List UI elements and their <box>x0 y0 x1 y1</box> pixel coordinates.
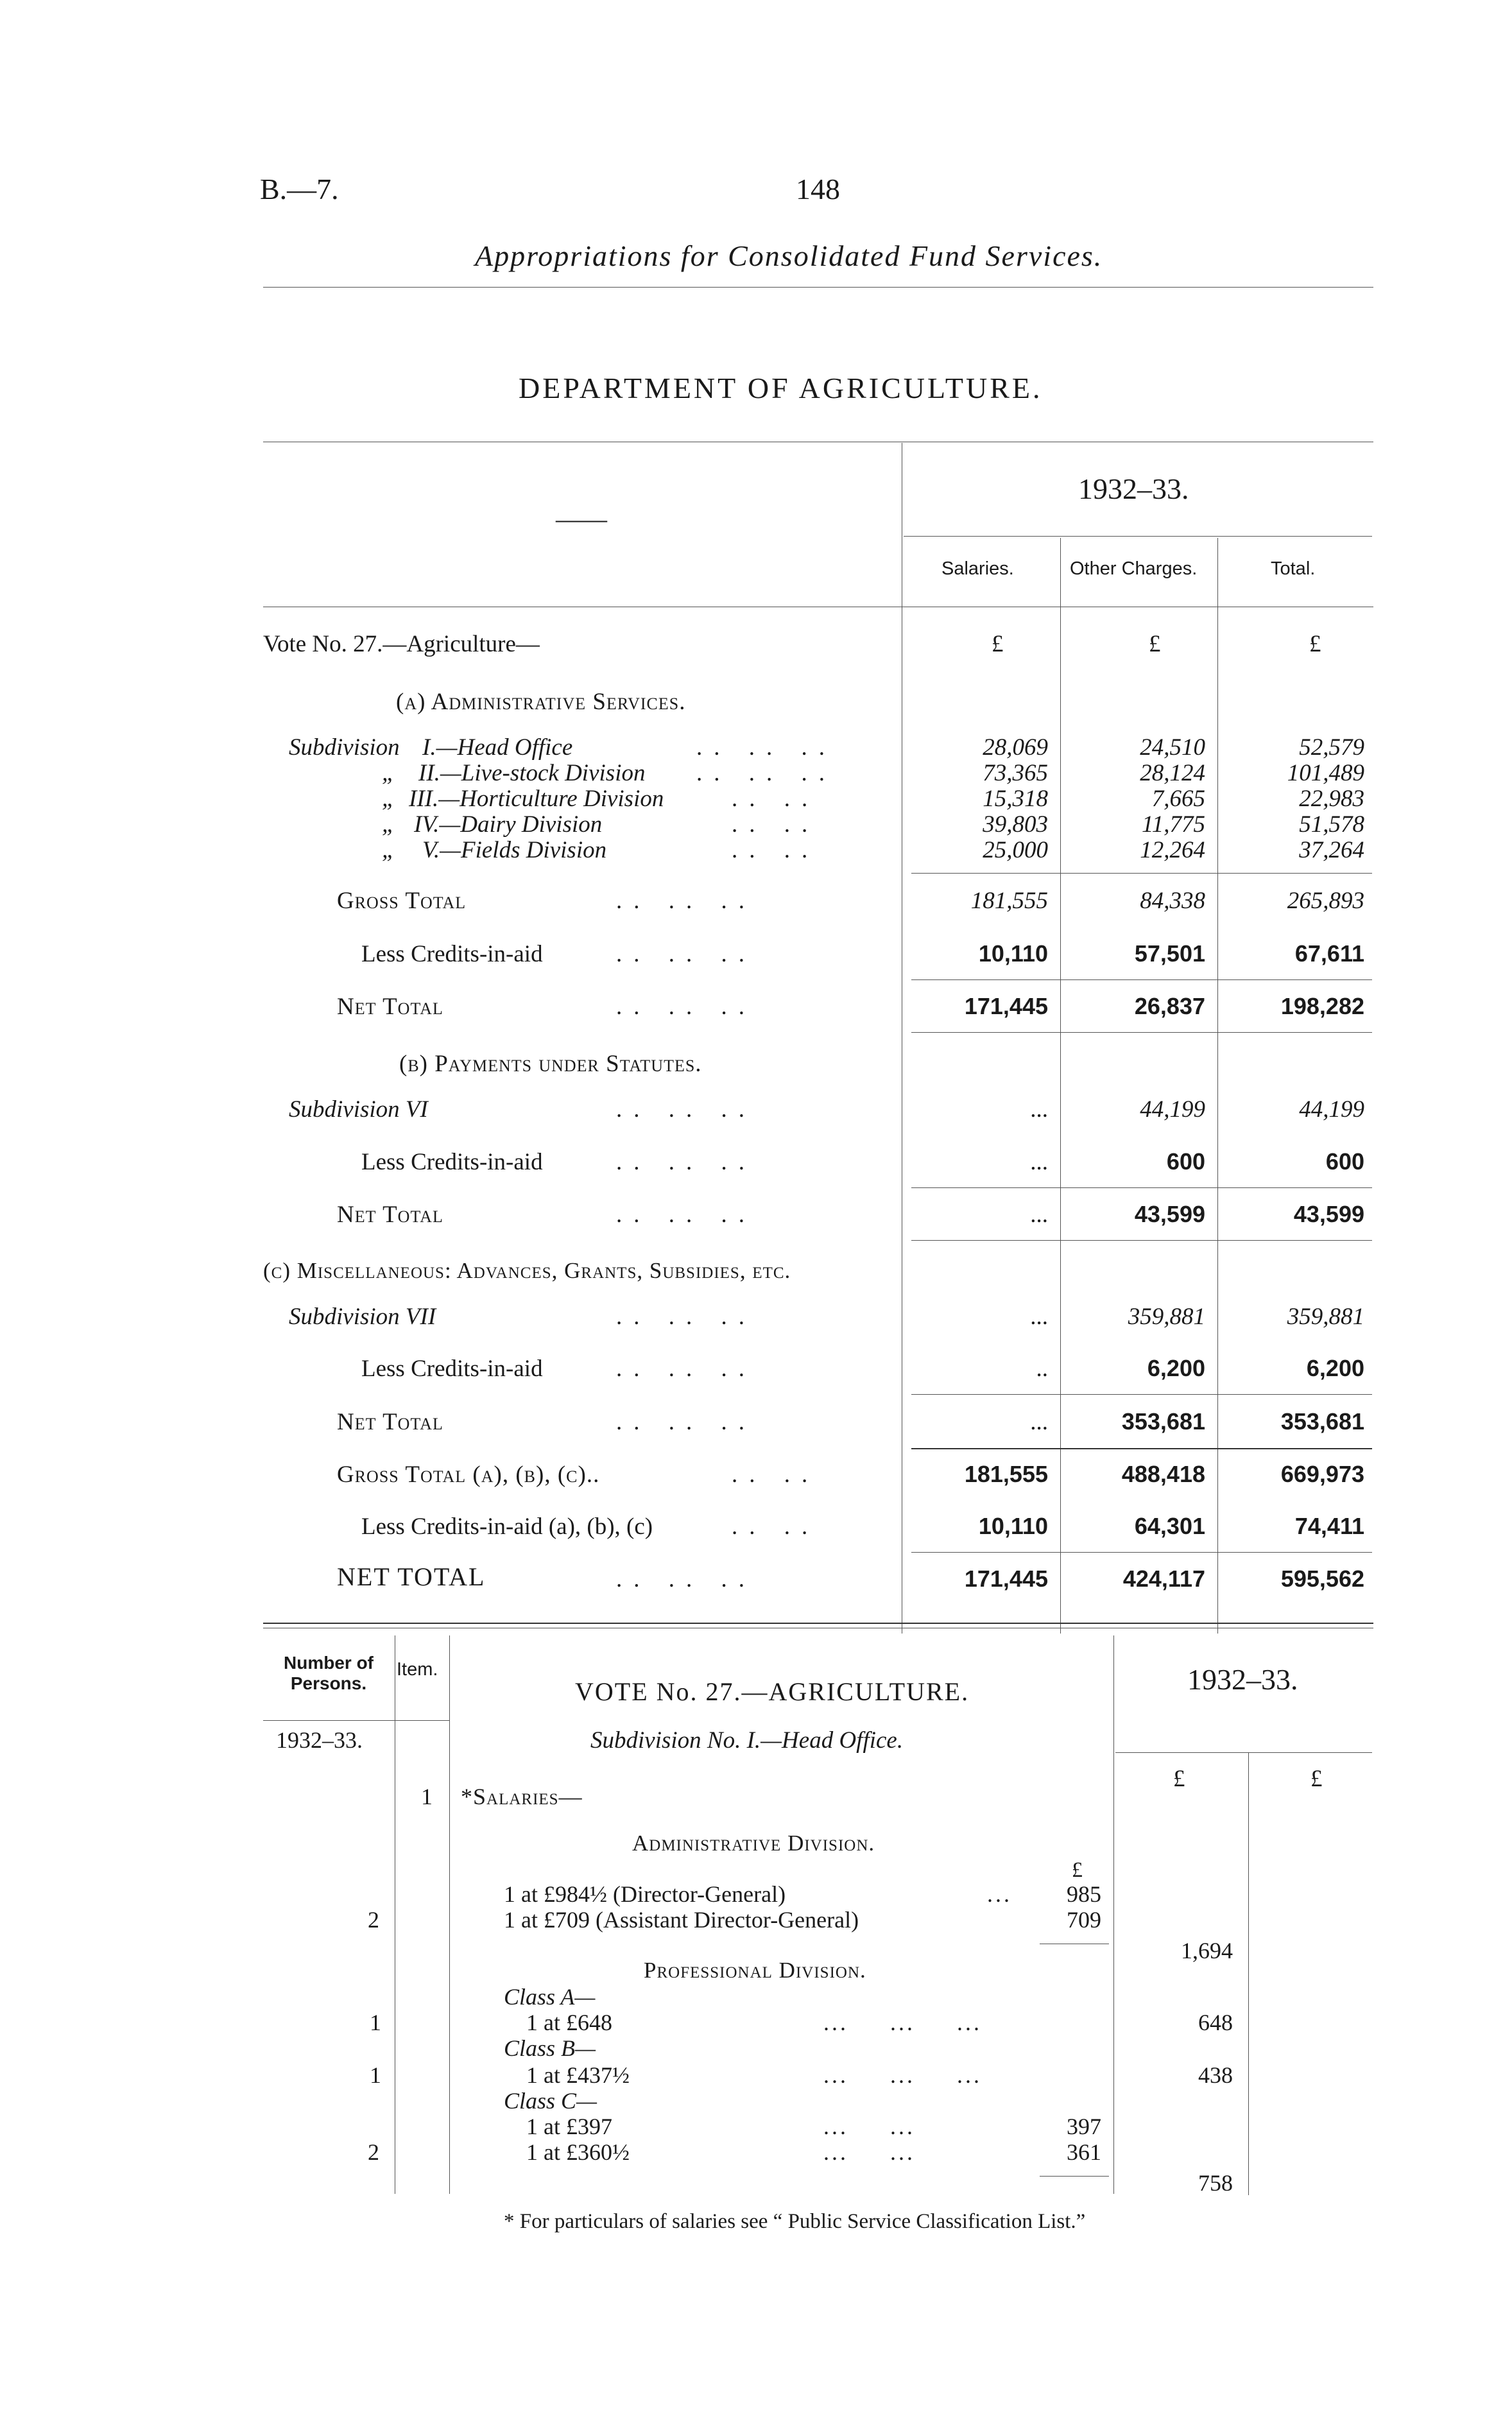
row-label: Subdivision VI <box>289 1096 428 1123</box>
item-number: 1 <box>421 1784 433 1809</box>
subdivision-label: II.—Live-stock Division <box>418 760 646 786</box>
admin-amount-2: 709 <box>1067 1907 1101 1933</box>
col-sep-3 <box>1217 538 1218 1634</box>
col-persons-header <box>264 1653 393 1694</box>
salaries-value: 28,069 <box>983 734 1048 761</box>
salaries-value: ... <box>1030 1096 1048 1123</box>
page-number: 148 <box>796 173 840 205</box>
other-value: 6,200 <box>1147 1355 1205 1381</box>
currency-total: £ <box>1309 631 1321 657</box>
admin-line-2: 1 at £709 (Assistant Director-General) <box>504 1907 859 1933</box>
subdivision-label: V.—Fields Division <box>422 837 607 863</box>
subdivision-prefix: „ <box>382 811 395 838</box>
total-value: 353,681 <box>1280 1408 1364 1435</box>
other-value: 28,124 <box>1140 760 1205 786</box>
col-persons-label: Number of Persons. <box>284 1653 374 1693</box>
leader-dots: ... ... <box>823 2114 915 2139</box>
salaries-value: 181,555 <box>970 888 1048 914</box>
subdivision-label: III.—Horticulture Division <box>409 786 664 812</box>
leader-dots: .. .. .. <box>616 941 756 967</box>
subdivision-prefix: „ <box>382 837 395 863</box>
salaries-heading: *Salaries— <box>461 1784 583 1809</box>
other-value: 64,301 <box>1134 1513 1205 1539</box>
detail-currency-2: £ <box>1310 1766 1323 1792</box>
other-value: 44,199 <box>1140 1096 1205 1123</box>
salaries-value: ... <box>1030 1304 1048 1330</box>
leader-dots: .. .. .. <box>616 1304 756 1330</box>
other-value: 488,418 <box>1121 1461 1205 1487</box>
admin-division-heading: Administrative Division. <box>632 1831 875 1856</box>
salaries-value: 15,318 <box>983 786 1048 812</box>
page-ref: B.—7. <box>260 173 339 205</box>
salaries-value: 10,110 <box>978 940 1048 967</box>
class-c-persons: 2 <box>368 2139 379 2165</box>
summary-bottom-rule <box>263 1623 1373 1624</box>
leader-dots: .. .. .. <box>616 888 756 914</box>
col-other-header: Other Charges. <box>1070 558 1198 579</box>
total-value: 44,199 <box>1299 1096 1364 1123</box>
other-value: 424,117 <box>1122 1565 1205 1592</box>
admin-amount-1: 985 <box>1067 1881 1101 1907</box>
detail-year: 1932–33. <box>1187 1663 1298 1696</box>
salaries-value: 10,110 <box>978 1513 1048 1539</box>
total-value: 74,411 <box>1294 1513 1364 1539</box>
row-label: Gross Total <box>337 888 467 914</box>
persons-year: 1932–33. <box>276 1727 363 1753</box>
leader-dots: .. .. .. <box>616 1149 756 1175</box>
class-c-line-1: 1 at £397 <box>526 2114 612 2139</box>
subdivision-prefix: Subdivision <box>289 734 400 761</box>
total-value: 51,578 <box>1299 811 1364 838</box>
admin-line-1: 1 at £984½ (Director-General) <box>504 1881 786 1907</box>
row-label: Less Credits-in-aid (a), (b), (c) <box>361 1514 653 1540</box>
other-value: 600 <box>1166 1148 1205 1175</box>
total-value: 22,983 <box>1299 786 1364 812</box>
summary-year: 1932–33. <box>1078 472 1189 505</box>
currency-other: £ <box>1149 631 1161 657</box>
class-c-line-2: 1 at £360½ <box>526 2139 630 2165</box>
col-total-header: Total. <box>1271 558 1316 579</box>
year-rule <box>904 536 1372 537</box>
summary-dash: —— <box>556 505 607 533</box>
leader-dots: .. .. .. <box>616 994 756 1020</box>
class-c-amount-1: 397 <box>1067 2114 1101 2139</box>
class-c-sum-rule <box>1040 2176 1109 2177</box>
row-label: Less Credits-in-aid <box>361 1149 543 1175</box>
net-a-rule <box>911 979 1372 980</box>
detail-sep-3 <box>1113 1635 1114 2194</box>
net-b-rule <box>911 1187 1372 1188</box>
other-value: 359,881 <box>1128 1304 1205 1330</box>
detail-year-rule <box>1115 1752 1372 1753</box>
row-label: Net Total <box>337 1409 443 1435</box>
other-value: 353,681 <box>1121 1408 1205 1435</box>
leader-dots: ... ... <box>823 2139 915 2165</box>
other-value: 12,264 <box>1140 837 1205 863</box>
page-subtitle: Appropriations for Consolidated Fund Services. <box>475 239 1103 272</box>
other-value: 26,837 <box>1134 993 1205 1019</box>
detail-sep-2 <box>449 1635 450 2194</box>
total-value: 359,881 <box>1287 1304 1364 1330</box>
detail-left-header-rule <box>263 1720 449 1721</box>
salaries-value: ... <box>1030 1149 1048 1175</box>
class-b-line: 1 at £437½ <box>526 2062 630 2088</box>
other-value: 24,510 <box>1140 734 1205 761</box>
net-all-rule <box>911 1552 1372 1553</box>
prof-division-heading: Professional Division. <box>644 1958 866 1983</box>
row-label: Net Total <box>337 1202 443 1228</box>
salaries-value: ... <box>1030 1202 1048 1228</box>
leader-dots: .. .. <box>732 811 820 838</box>
salaries-value: 73,365 <box>983 760 1048 786</box>
class-a-amount: 648 <box>1198 2010 1233 2035</box>
leader-dots: .. .. <box>732 1462 820 1488</box>
subdivision-label: I.—Head Office <box>422 734 573 761</box>
total-value: 67,611 <box>1294 940 1364 967</box>
row-label: NET TOTAL <box>337 1562 486 1591</box>
other-value: 7,665 <box>1151 786 1205 812</box>
department-title: DEPARTMENT OF AGRICULTURE. <box>519 372 1043 404</box>
total-value: 37,264 <box>1299 837 1364 863</box>
row-label: Net Total <box>337 994 443 1020</box>
salaries-value: 39,803 <box>983 811 1048 838</box>
salaries-value: 181,555 <box>964 1461 1048 1487</box>
admin-persons: 2 <box>368 1907 379 1933</box>
leader-dots: ... <box>987 1881 1012 1907</box>
other-value: 84,338 <box>1140 888 1205 914</box>
total-value: 669,973 <box>1280 1461 1364 1487</box>
subdivision-heading: Subdivision No. I.—Head Office. <box>590 1727 904 1754</box>
other-value: 57,501 <box>1134 940 1205 967</box>
class-a-line: 1 at £648 <box>526 2010 612 2035</box>
detail-currency-1: £ <box>1173 1766 1185 1792</box>
gross-all-rule <box>911 1448 1372 1449</box>
leader-dots: .. .. .. <box>696 760 836 786</box>
total-value: 198,282 <box>1280 993 1364 1019</box>
col-salaries-header: Salaries. <box>941 558 1014 579</box>
subtitle-rule <box>263 287 1373 288</box>
row-label: Subdivision VII <box>289 1304 436 1330</box>
salaries-value: 171,445 <box>964 993 1048 1019</box>
class-b-amount: 438 <box>1198 2062 1233 2088</box>
leader-dots: ... ... ... <box>823 2062 982 2088</box>
row-label: Less Credits-in-aid <box>361 941 543 967</box>
section-c-heading: (c) Miscellaneous: Advances, Grants, Subsidies, etc. <box>263 1258 791 1283</box>
detail-currency-3: £ <box>1072 1858 1083 1882</box>
class-a-label: Class A— <box>504 1984 596 2010</box>
leader-dots: .. .. .. <box>616 1096 756 1123</box>
leader-dots: .. .. .. <box>616 1356 756 1382</box>
row-label: Gross Total (a), (b), (c).. <box>337 1462 600 1488</box>
total-value: 52,579 <box>1299 734 1364 761</box>
admin-total: 1,694 <box>1181 1938 1233 1963</box>
leader-dots: .. .. .. <box>616 1202 756 1228</box>
other-value: 11,775 <box>1141 811 1205 838</box>
gross-a-rule <box>911 873 1372 874</box>
leader-dots: .. .. .. <box>696 734 836 761</box>
footnote: * For particulars of salaries see “ Public Service Classification List.” <box>504 2210 1086 2233</box>
net-c-rule <box>911 1394 1372 1395</box>
class-a-persons: 1 <box>370 2010 381 2035</box>
net-b-bottom-rule <box>911 1240 1372 1241</box>
vote-heading: VOTE No. 27.—AGRICULTURE. <box>575 1677 970 1706</box>
class-c-amount-2: 361 <box>1067 2139 1101 2165</box>
detail-sep-4 <box>1248 1752 1249 2195</box>
section-a-heading: (a) Administrative Services. <box>396 689 686 715</box>
leader-dots: .. .. <box>732 786 820 812</box>
leader-dots: .. .. .. <box>616 1409 756 1435</box>
col-sep-2 <box>1060 538 1061 1634</box>
vote-title: Vote No. 27.—Agriculture— <box>263 631 540 657</box>
other-value: 43,599 <box>1134 1201 1205 1227</box>
class-c-label: Class C— <box>504 2088 597 2114</box>
currency-salaries: £ <box>992 631 1004 657</box>
section-b-heading: (b) Payments under Statutes. <box>399 1051 702 1077</box>
total-value: 265,893 <box>1287 888 1364 914</box>
total-value: 43,599 <box>1293 1201 1364 1227</box>
leader-dots: .. .. <box>732 837 820 863</box>
total-value: 101,489 <box>1287 760 1364 786</box>
col-item-header: Item. <box>397 1659 438 1680</box>
row-label: Less Credits-in-aid <box>361 1356 543 1382</box>
subdivision-label: IV.—Dairy Division <box>414 811 603 838</box>
leader-dots: .. .. .. <box>616 1566 756 1592</box>
subdivision-prefix: „ <box>382 786 395 812</box>
total-value: 600 <box>1325 1148 1364 1175</box>
salaries-value: 25,000 <box>983 837 1048 863</box>
subdivision-prefix: „ <box>382 760 395 786</box>
salaries-value: .. <box>1036 1356 1048 1382</box>
class-b-label: Class B— <box>504 2035 596 2061</box>
total-value: 595,562 <box>1280 1565 1364 1592</box>
class-c-total: 758 <box>1198 2170 1233 2196</box>
salaries-value: ... <box>1030 1409 1048 1435</box>
total-value: 6,200 <box>1306 1355 1364 1381</box>
leader-dots: ... ... ... <box>823 2010 982 2035</box>
class-b-persons: 1 <box>370 2062 381 2088</box>
net-a-bottom-rule <box>911 1032 1372 1033</box>
salaries-value: 171,445 <box>964 1565 1048 1592</box>
leader-dots: .. .. <box>732 1514 820 1540</box>
